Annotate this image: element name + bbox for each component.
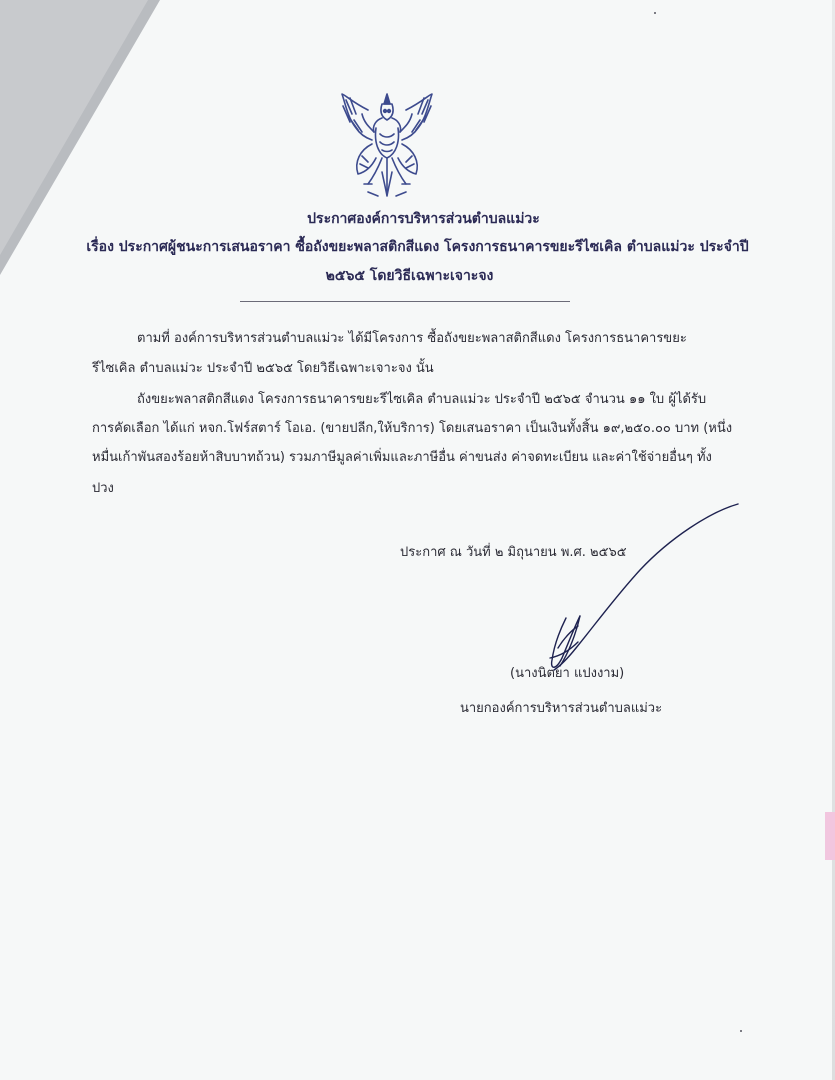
garuda-emblem-icon	[338, 92, 436, 202]
scan-speck	[654, 12, 656, 14]
signer-name: (นางนิตยา แปงงาม)	[510, 666, 625, 681]
edge-stain	[825, 812, 835, 860]
body-line: ปวง	[92, 481, 114, 496]
body-line: ตามที่ องค์การบริหารส่วนตำบลแม่วะ ได้มีโครงการ ซื้อถังขยะพลาสติกสีแดง โครงการธนาคารขยะ	[137, 331, 687, 346]
title-divider	[240, 301, 570, 302]
subject-line: เรื่อง ประกาศผู้ชนะการเสนอราคา ซื้อถังขยะพลาสติกสีแดง โครงการธนาคารขยะรีไซเคิล ตำบลแม่วะ ประจำปี	[86, 239, 749, 255]
signer-title: นายกองค์การบริหารส่วนตำบลแม่วะ	[460, 701, 663, 716]
body-line: รีไซเคิล ตำบลแม่วะ ประจำปี ๒๕๖๕ โดยวิธีเฉพาะเจาะจง นั้น	[92, 361, 434, 376]
announcement-date: ประกาศ ณ วันที่ ๒ มิถุนายน พ.ศ. ๒๕๖๕	[400, 545, 627, 560]
body-line: การคัดเลือก ได้แก่ หจก.โฟร์สตาร์ โอเอ. (ขายปลีก,ให้บริการ) โดยเสนอราคา เป็นเงินทั้งสิ้น ๑๙,๒๕๐.๐๐ บาท (หนึ่ง	[92, 421, 733, 436]
body-line: ถังขยะพลาสติกสีแดง โครงการธนาคารขยะรีไซเคิล ตำบลแม่วะ ประจำปี ๒๕๖๕ จำนวน ๑๑ ใบ ผู้ได้รับ	[137, 392, 707, 407]
scan-speck	[740, 1030, 742, 1032]
body-line: หมื่นเก้าพันสองร้อยห้าสิบบาทถ้วน) รวมภาษีมูลค่าเพิ่มและภาษีอื่น ค่าขนส่ง ค่าจดทะเบียน และค่าใช้จ่ายอื่นๆ ทั้ง	[92, 450, 712, 465]
handwritten-signature	[520, 498, 750, 688]
document-title: ประกาศองค์การบริหารส่วนตำบลแม่วะ	[307, 211, 540, 227]
subject-line-continued: ๒๕๖๕ โดยวิธีเฉพาะเจาะจง	[325, 268, 494, 284]
